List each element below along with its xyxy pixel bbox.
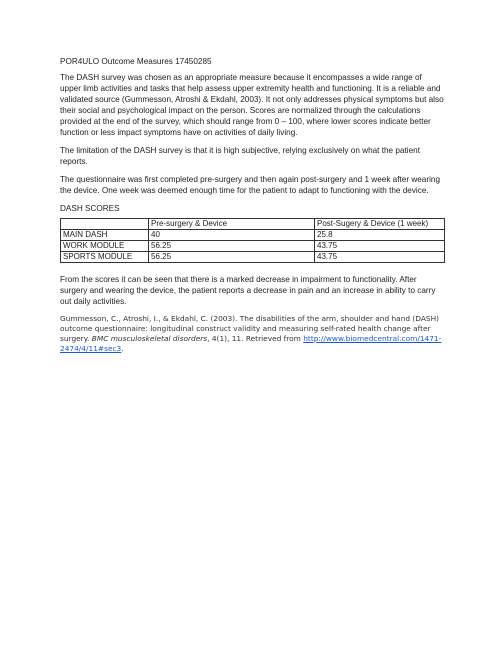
row-label: WORK MODULE: [61, 241, 149, 252]
header-cell-empty: [61, 219, 149, 230]
header-cell-post-surgery: Post-Sugery & Device (1 week): [315, 219, 445, 230]
paragraph-dash-rationale: The DASH survey was chosen as an appropriate measure because it encompasses a wide range of upper limb activities and tasks that help assess upper extremity health and functioning. It is a reliable and validated source (Gummesson, Atroshi & Ekdahl, 2003). It not only addresses physical symptoms but also their social and psychological impact on the person. Scores are normalized through the calculations provided at the end of the survey, which should range from 0 – 100, where lower scores indicate better function or less impact symptoms have on activities of daily living.: [60, 73, 444, 137]
post-surgery-value: 43.75: [315, 252, 445, 263]
reference-end: .: [121, 344, 124, 353]
pre-surgery-value: 40: [149, 230, 315, 241]
reference-journal: BMC musculoskeletal disorders: [91, 334, 208, 343]
document-title: POR4ULO Outcome Measures 17450285: [60, 57, 212, 66]
post-surgery-value: 43.75: [315, 241, 445, 252]
pre-surgery-value: 56.25: [149, 241, 315, 252]
row-label: MAIN DASH: [61, 230, 149, 241]
post-surgery-value: 25.8: [315, 230, 445, 241]
paragraph-dash-limitation: The limitation of the DASH survey is that it is high subjective, relying exclusively on what the patient reports.: [60, 146, 420, 166]
table-header-row: [61, 219, 445, 230]
table-row: [61, 230, 445, 241]
paragraph-questionnaire-timing: The questionnaire was first completed pre-surgery and then again post-surgery and 1 week after wearing the device. One week was deemed enough time for the patient to adapt to functioning with the device.: [60, 175, 441, 195]
reference-link[interactable]: http://www.biomedcentral.com/1471-2474/4/11#sec3: [60, 334, 442, 353]
row-label: SPORTS MODULE: [61, 252, 149, 263]
header-cell-pre-surgery: Pre-surgery & Device: [149, 219, 315, 230]
document-page: [60, 56, 444, 354]
reference-volume: , 4(1), 11. Retrieved from: [207, 334, 304, 343]
paragraph-conclusion: From the scores it can be seen that there is a marked decrease in impairment to functionality. After surgery and wearing the device, the patient reports a decrease in pain and an increase in ability to carry out daily activities.: [60, 275, 436, 306]
table-row: [61, 241, 445, 252]
reference-citation: [60, 314, 444, 354]
table-row: [61, 252, 445, 263]
table-label: DASH SCORES: [60, 204, 120, 213]
pre-surgery-value: 56.25: [149, 252, 315, 263]
dash-scores-table: [60, 218, 445, 263]
reference-authors: Gummesson, C., Atroshi, I., & Ekdahl, C. (2003). The disabilities of the arm, shoulder and hand (DASH) outcome questionnaire: longitudinal construct validity and measuring self-rated health change after surgery.: [60, 314, 440, 343]
